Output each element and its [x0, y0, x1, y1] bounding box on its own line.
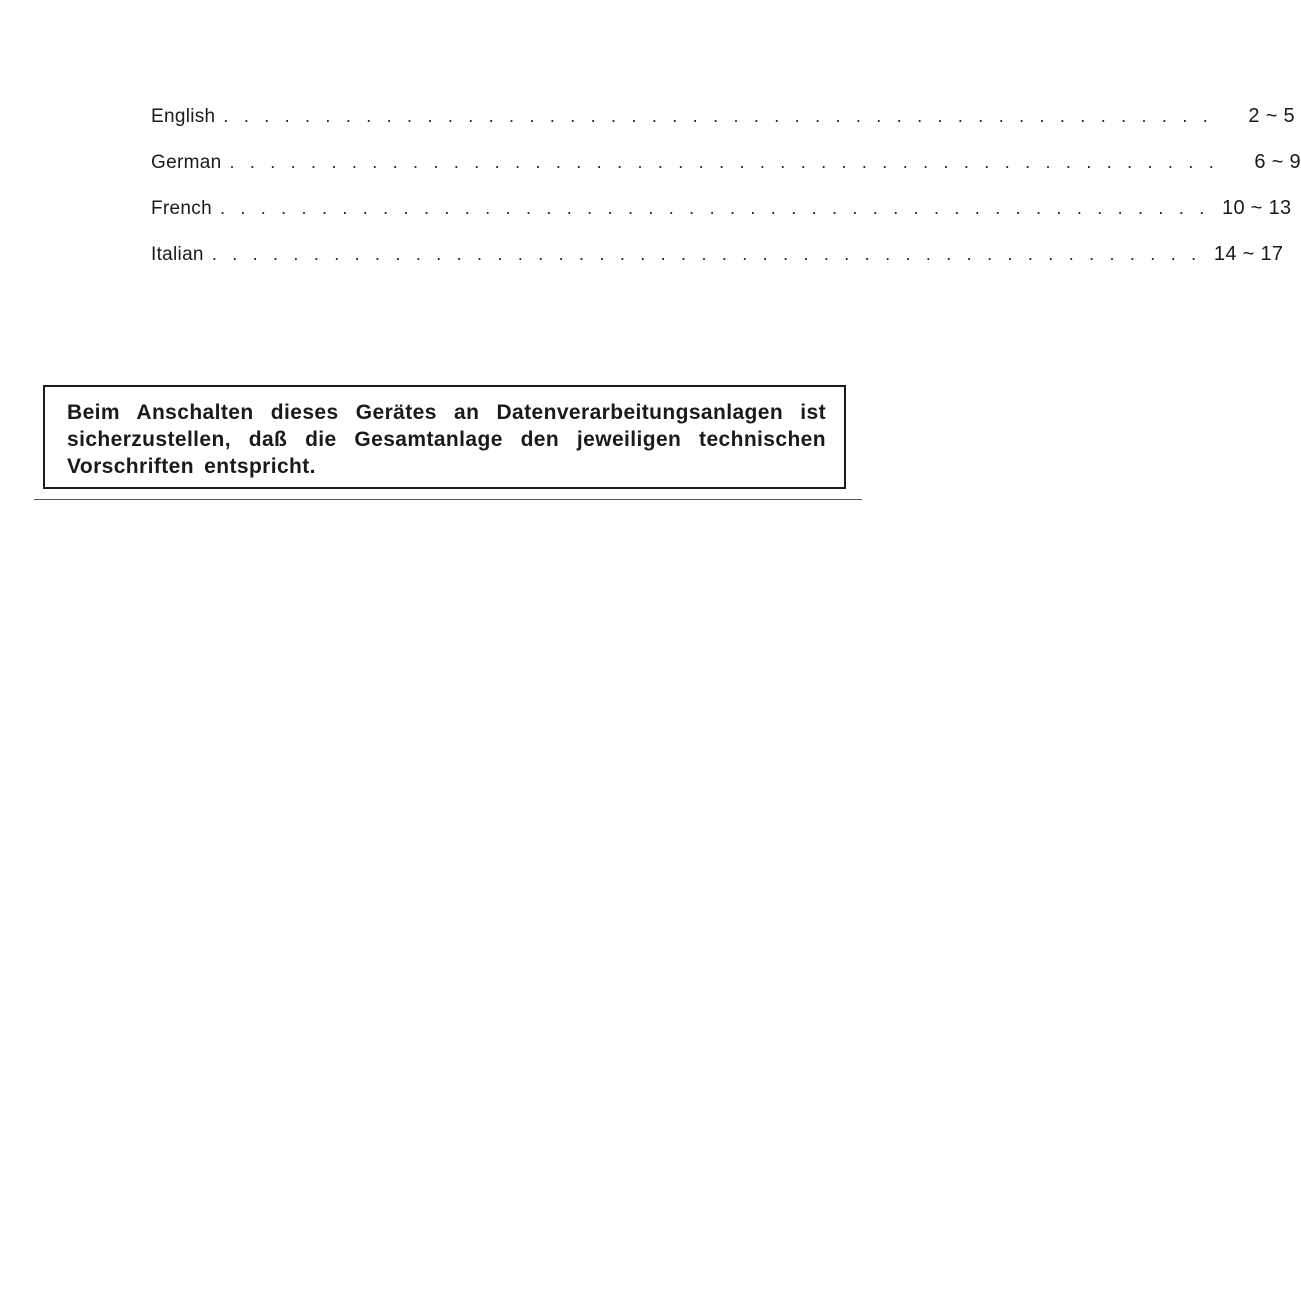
- compliance-notice-text: Beim Anschalten dieses Gerätes an Datenverarbeitungsanlagen ist sicherzustellen, daß die Gesamtanlage den jeweiligen technischen Vorschriften entspricht.: [67, 401, 826, 478]
- toc-entry-italian: [151, 243, 1284, 289]
- toc-entry-english: [151, 105, 1295, 151]
- toc-entry-german: [151, 151, 1301, 197]
- toc-label: Italian: [151, 244, 204, 265]
- table-of-contents: [151, 105, 1301, 289]
- compliance-notice-box: [43, 385, 846, 489]
- toc-label: English: [151, 106, 216, 127]
- toc-pages: 10 ~ 13: [1222, 197, 1292, 219]
- toc-pages: 2 ~ 5: [1248, 105, 1295, 127]
- toc-leader-dots: . . . . . . . . . . . . . . . . . . . . . . . . . . . . . . . . . . . . . . . . . . . . . . . . .: [219, 198, 1210, 218]
- toc-leader-dots: . . . . . . . . . . . . . . . . . . . . . . . . . . . . . . . . . . . . . . . . . . . . . . . . .: [223, 106, 1213, 126]
- toc-leader-dots: . . . . . . . . . . . . . . . . . . . . . . . . . . . . . . . . . . . . . . . . . . . . . . . . .: [211, 244, 1202, 264]
- toc-entry-french: [151, 197, 1292, 243]
- toc-label: German: [151, 152, 222, 173]
- horizontal-divider: [34, 499, 862, 500]
- toc-leader-dots: . . . . . . . . . . . . . . . . . . . . . . . . . . . . . . . . . . . . . . . . . . . . . . . . .: [229, 152, 1219, 172]
- toc-label: French: [151, 198, 212, 219]
- toc-pages: 14 ~ 17: [1213, 243, 1284, 265]
- toc-pages: 6 ~ 9: [1254, 151, 1301, 173]
